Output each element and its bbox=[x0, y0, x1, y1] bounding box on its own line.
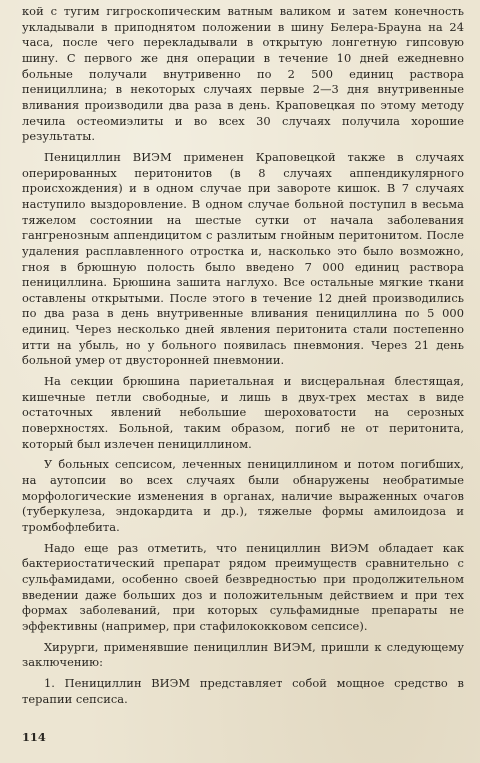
page-number: 114 bbox=[22, 730, 46, 744]
paragraph-autopsy: На секции брюшина париетальная и висцеральная блестящая, кишечные петли свободные, и лишь в двух-трех местах в виде остаточных явлений небольшие шероховатости на серозных поверхностях. Больной, таким образом, погиб не от перитонита, который был излечен пенициллином. bbox=[22, 374, 464, 451]
paragraph-peritonitis: Пенициллин ВИЭМ применен Краповецкой также в случаях оперированных перитонитов (в 8 случаях аппендикулярного происхождения) и в одном случае при завороте кишок. В 7 случаях наступило выздоровление. В одном случае больной поступил в весьма тяжелом состоянии на шестые сутки от начала заболевания гангренозным аппендицитом с разлитым гнойным перитонитом. После удаления расплавленного отростка и, насколько это было возможно, гноя в брюшную полость было введено 7 000 единиц раствора пенициллина. Брюшина зашита наглухо. Все остальные мягкие ткани оставлены открытыми. После этого в течение 12 дней производились по два раза в день внутривенные вливания пенициллина по 5 000 единиц. Через несколько дней явления перитонита стали постепенно итти на убыль, но у больного появилась пневмония. Через 21 день больной умер от двусторонней пневмонии. bbox=[22, 149, 464, 368]
paragraph-continuation: кой с тугим гигроскопическим ватным валиком и затем конечность укладывали в приподнятом положении в шину Белера-Брауна на 24 часа, после чего перекладывали в открытую лонгетную гипсовую шину. С первого же дня операции в течение 10 дней ежедневно больные получали внутривенно по 2 500 единиц раствора пенициллина; в некоторых случаях первые 2—3 дня внутривенные вливания производили два раза в день. Краповецкая по этому методу лечила остеомиэлиты и во всех 30 случаях получила хорошие результаты. bbox=[22, 4, 464, 144]
paragraph-advantages: Надо еще раз отметить, что пенициллин ВИЭМ обладает как бактериостатический препарат рядом преимуществ сравнительно с сульфамидами, особенно своей безвредностью при продолжительном введении даже больших доз и положительным действием и при тех формах заболеваний, при которых сульфамидные препараты не эффективны (например, при стафилококковом сепсисе). bbox=[22, 540, 464, 633]
paragraph-conclusion-item-1: 1. Пенициллин ВИЭМ представляет собой мощное средство в терапии сепсиса. bbox=[22, 675, 464, 706]
paragraph-conclusion-intro: Хирурги, применявшие пенициллин ВИЭМ, пришли к следующему заключению: bbox=[22, 639, 464, 670]
paragraph-sepsis-patients: У больных сепсисом, леченных пенициллином и потом погибших, на аутопсии во всех случаях были обнаружены необратимые морфологические изменения в органах, наличие выраженных очагов (туберкулеза, эндокардита и др.), тяжелые формы амилоидоза и тромбофлебита. bbox=[22, 457, 464, 534]
